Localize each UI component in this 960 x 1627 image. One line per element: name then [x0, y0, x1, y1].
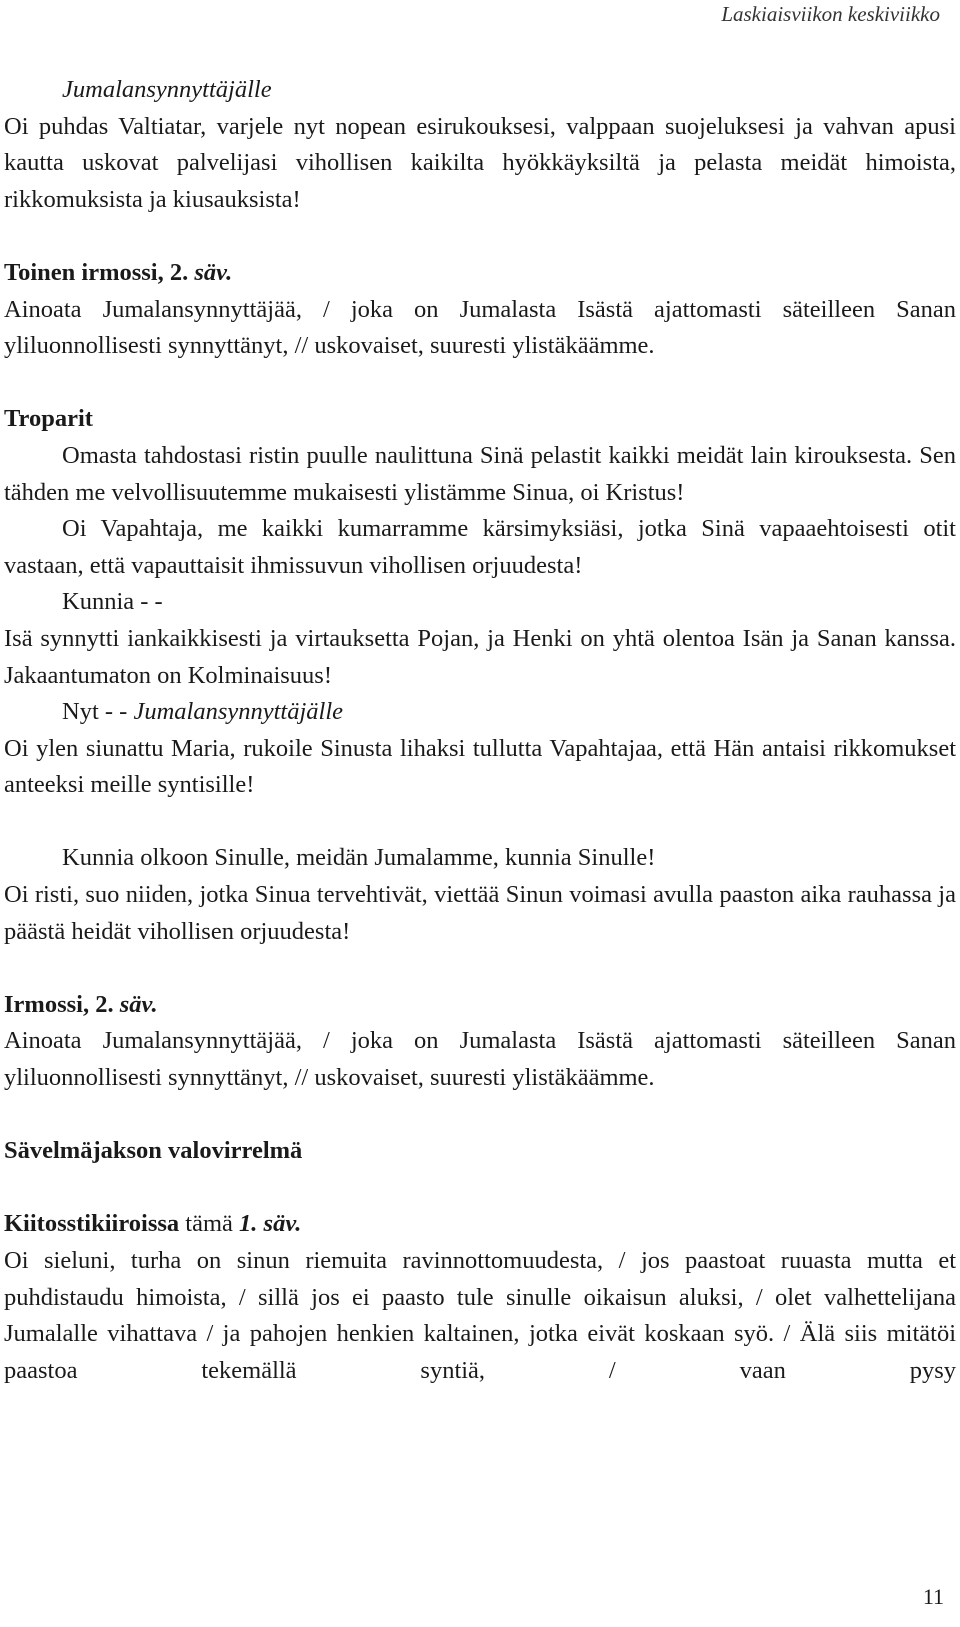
- spacer: [4, 365, 956, 402]
- spacer: [4, 950, 956, 987]
- heading-plain-part: tämä: [185, 1210, 233, 1238]
- troparion-1: Omasta tahdostasi ristin puulle naulittuna Sinä pelastit kaikki meidät lain kirouksesta. Sen tähden me velvollisuutemme mukaisesti ylistämme Sinua, oi Kristus!: [4, 441, 956, 506]
- section-heading-theotokion: Jumalansynnyttäjälle: [62, 76, 272, 103]
- section-heading-exapostilarion: Sävelmäjakson valovirrelmä: [4, 1137, 303, 1165]
- running-header: Laskiaisviikon keskiviikko: [721, 2, 940, 26]
- now-line: [4, 694, 956, 731]
- spacer: [4, 1097, 956, 1134]
- section-heading-praises: [4, 1206, 956, 1243]
- paragraph-praises: Oi sieluni, turha on sinun riemuita ravinnottomuudesta, / jos paastoat ruuasta mutta et puhdistaudu himoista, / sillä jos ei paasto tule sinulle oikaisun aluksi, / olet valhettelijana Jumalalle vihattava / ja pahojen henkien kaltainen, jotka eivät koskaan syö. / Älä siis mitätöi paastoa tekemällä syntiä, / vaan pysy: [4, 1247, 956, 1384]
- heading-bold-part: Toinen irmossi, 2.: [4, 258, 189, 286]
- heading-bold-part: Kiitosstikiiroissa: [4, 1210, 180, 1238]
- paragraph-cross: Oi risti, suo niiden, jotka Sinua tervehtivät, viettää Sinun voimasi avulla paaston aika rauhassa ja päästä heidät vihollisen orjuudesta!: [4, 881, 956, 945]
- troparion-4: Oi ylen siunattu Maria, rukoile Sinusta lihaksi tullutta Vapahtajaa, että Hän antaisi rikkomukset anteeksi meille syntisille!: [4, 734, 956, 799]
- heading-italic-part: säv.: [194, 258, 233, 286]
- document-body: [4, 72, 956, 1389]
- page-number: 11: [922, 1584, 944, 1609]
- glory-line: Kunnia - -: [62, 588, 163, 616]
- section-heading-troparia: Troparit: [4, 405, 93, 433]
- heading-bold-part: Irmossi, 2.: [4, 990, 114, 1018]
- paragraph-theotokion: Oi puhdas Valtiatar, varjele nyt nopean esirukouksesi, valppaan suojeluksesi ja vahvan apusi kautta uskovat palvelijasi vihollisen kaikilta hyökkäyksiltä ja pelasta meidät himoista, rikkomuksista ja kiusauksista!: [4, 112, 956, 213]
- section-heading-second-irmos: [4, 255, 956, 292]
- spacer: [4, 1170, 956, 1207]
- troparion-2: Oi Vapahtaja, me kaikki kumarramme kärsimyksiäsi, jotka Sinä vapaaehtoisesti otit vastaan, että vapauttaisit ihmissuvun vihollisen orjuudesta!: [4, 515, 956, 579]
- spacer: [4, 218, 956, 255]
- troparion-3: Isä synnytti iankaikkisesti ja virtauksetta Pojan, ja Henki on yhtä olentoa Isän ja Sanan kanssa. Jakaantumaton on Kolminaisuus!: [4, 624, 956, 689]
- now-dedication: Jumalansynnyttäjälle: [133, 698, 344, 726]
- now-prefix: Nyt - -: [62, 698, 128, 726]
- paragraph-irmos: Ainoata Jumalansynnyttäjää, / joka on Jumalasta Isästä ajattomasti säteilleen Sanan yliluonnollisesti synnyttänyt, // uskovaiset, suuresti ylistäkäämme.: [4, 1027, 956, 1092]
- paragraph-second-irmos: Ainoata Jumalansynnyttäjää, / joka on Jumalasta Isästä ajattomasti säteilleen Sanan yliluonnollisesti synnyttänyt, // uskovaiset, suuresti ylistäkäämme.: [4, 295, 956, 360]
- heading-italic-part: 1. säv.: [239, 1210, 302, 1238]
- heading-italic-part: säv.: [119, 990, 158, 1018]
- section-heading-irmos: [4, 987, 956, 1024]
- spacer: [4, 804, 956, 841]
- refrain-line: Kunnia olkoon Sinulle, meidän Jumalamme, kunnia Sinulle!: [62, 844, 656, 872]
